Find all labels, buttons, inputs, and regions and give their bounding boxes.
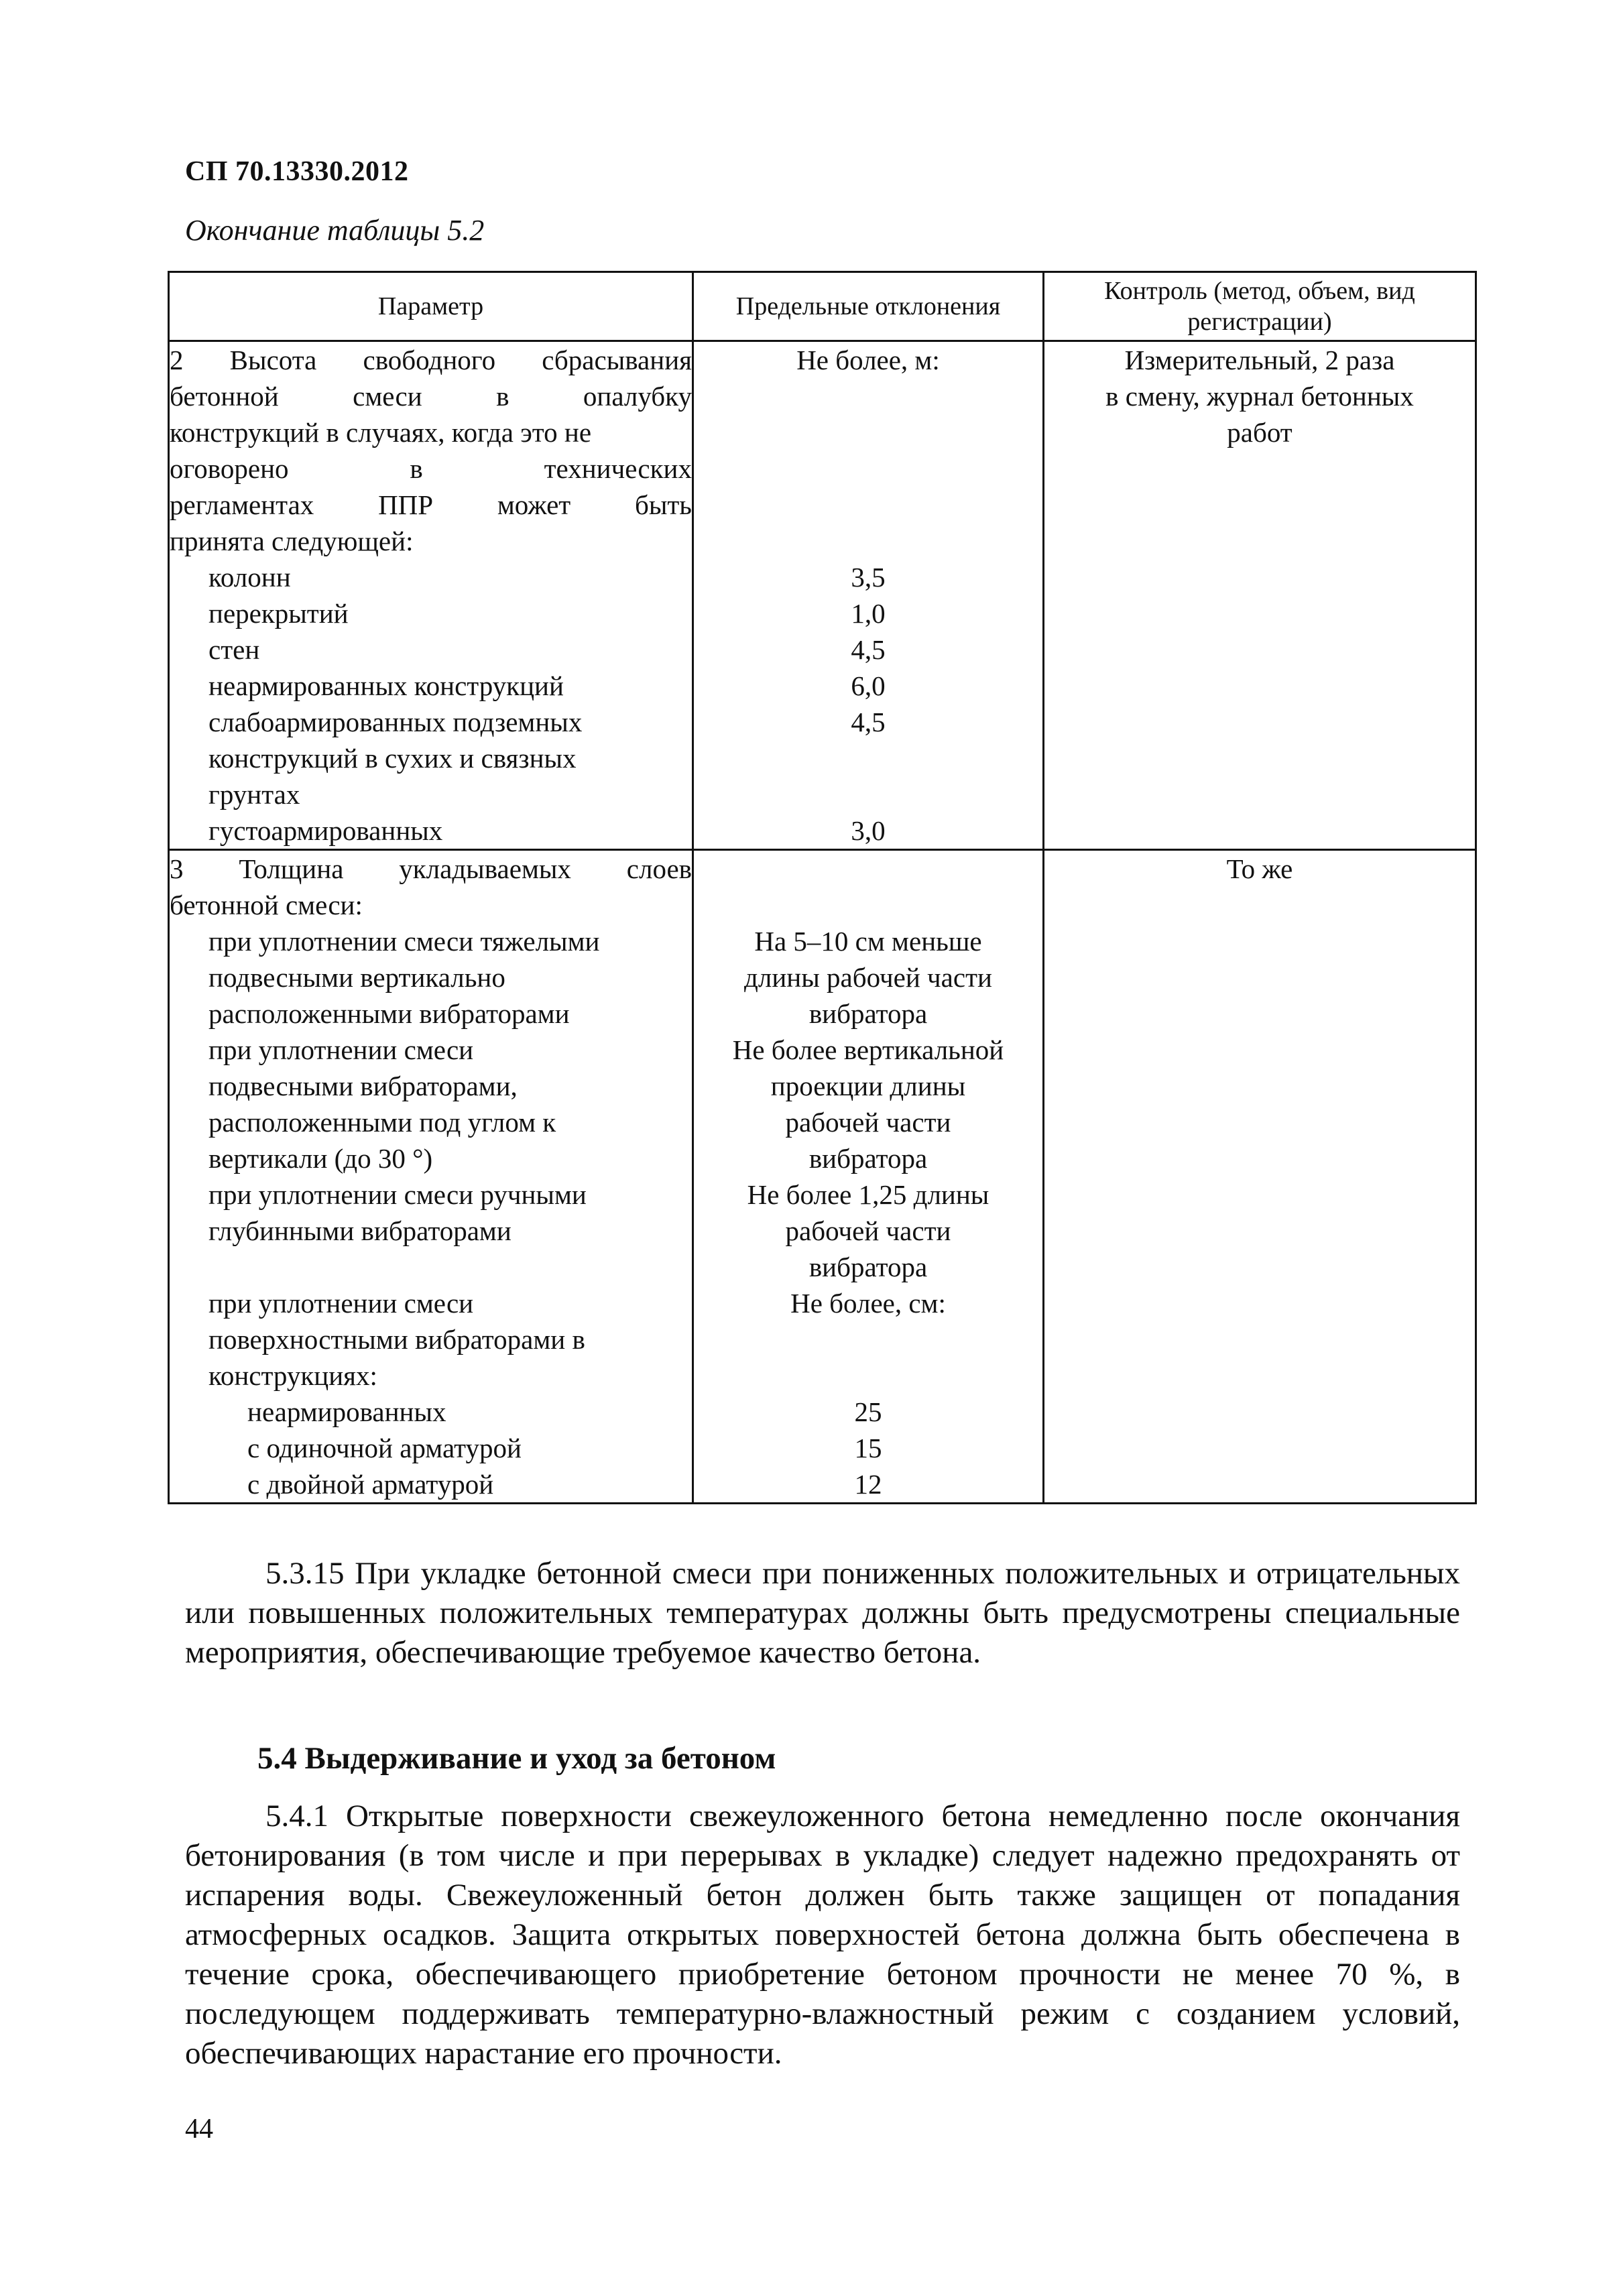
header-control: Контроль (метод, объем, вид регистрации) xyxy=(1044,272,1476,341)
list-item: неармированных xyxy=(247,1396,446,1427)
list-item: подвесными вибраторами, xyxy=(208,1071,518,1101)
list-item: перекрытий xyxy=(208,598,349,629)
deviation-value: длины рабочей части xyxy=(744,962,992,993)
deviation-value: рабочей части xyxy=(785,1107,951,1138)
deviation-value: 4,5 xyxy=(851,707,886,737)
control-line: То же xyxy=(1226,853,1293,884)
param-line: принята следующей: xyxy=(170,526,414,556)
deviation-value: 12 xyxy=(854,1469,882,1500)
param-line: бетонной смеси: xyxy=(170,890,363,920)
list-item: колонн xyxy=(208,562,291,593)
deviation-value: Не более вертикальной xyxy=(732,1034,1004,1065)
control-line: работ xyxy=(1227,417,1293,448)
deviation-value: вибратора xyxy=(808,998,928,1029)
document-code: СП 70.13330.2012 xyxy=(185,156,409,187)
table-header-row xyxy=(169,272,1476,341)
param-line: регламентах ППР может быть xyxy=(170,489,692,520)
list-item: неармированных конструкций xyxy=(208,670,564,701)
row3-deviation-cell xyxy=(693,850,1044,1504)
deviation-head: Не более, м: xyxy=(796,345,940,375)
list-item: слабоармированных подземных xyxy=(208,707,583,737)
list-item: вертикали (до 30 °) xyxy=(208,1143,433,1174)
list-item: грунтах xyxy=(208,779,300,810)
deviation-value: 25 xyxy=(854,1396,882,1427)
table-caption: Окончание таблицы 5.2 xyxy=(185,214,485,247)
page-number: 44 xyxy=(185,2114,213,2144)
param-line: оговорено в технических xyxy=(170,453,692,484)
row2-parameter-cell xyxy=(169,341,693,850)
list-item: с одиночной арматурой xyxy=(247,1433,522,1463)
paragraph-5-3-15: 5.3.15 При укладке бетонной смеси при пониженных положительных и отрицательных или повышенных положительных температурах должны быть предусмотрены специальные мероприятия, обеспечивающие требуемое качество бетона. xyxy=(185,1556,1460,1670)
list-item: при уплотнении смеси xyxy=(208,1034,474,1065)
list-item: расположенными под углом к xyxy=(208,1107,556,1138)
deviation-value: вибратора xyxy=(808,1143,928,1174)
deviation-value: 1,0 xyxy=(851,598,886,629)
list-item: при уплотнении смеси тяжелыми xyxy=(208,926,600,957)
row3-parameter-cell xyxy=(169,850,693,1504)
list-item: густоармированных xyxy=(208,815,443,846)
row2-deviation-cell xyxy=(693,341,1044,850)
param-line: 3 Толщина укладываемых слоев xyxy=(170,853,692,884)
param-line: конструкций в случаях, когда это не xyxy=(170,417,592,448)
deviation-value: Не более 1,25 длины xyxy=(747,1179,989,1210)
param-line: бетонной смеси в опалубку xyxy=(170,381,692,412)
row2-control-cell xyxy=(1044,341,1476,850)
deviation-value: 6,0 xyxy=(851,670,886,701)
control-line: в смену, журнал бетонных xyxy=(1105,381,1414,412)
table-row xyxy=(169,850,1476,1504)
section-heading: 5.4 Выдерживание и уход за бетоном xyxy=(257,1741,776,1776)
deviation-value: 3,5 xyxy=(851,562,886,593)
list-item: при уплотнении смеси ручными xyxy=(208,1179,587,1210)
table-row xyxy=(169,341,1476,850)
list-item: при уплотнении смеси xyxy=(208,1288,474,1319)
list-item: подвесными вертикально xyxy=(208,962,505,993)
deviation-value: рабочей части xyxy=(785,1215,951,1246)
header-parameter: Параметр xyxy=(169,272,693,341)
deviation-value: Не более, см: xyxy=(790,1288,946,1319)
deviation-value: На 5–10 см меньше xyxy=(754,926,982,957)
list-item: конструкциях: xyxy=(208,1360,377,1391)
deviation-value: проекции длины xyxy=(770,1071,966,1101)
control-line: Измерительный, 2 раза xyxy=(1124,345,1395,375)
paragraph-5-4-1: 5.4.1 Открытые поверхности свежеуложенного бетона немедленно после окончания бетонирования (в том числе и при перерывах в укладке) следует надежно предохранять от испарения воды. Свежеуложенный бетон должен быть также защищен от попадания атмосферных осадков. Защита открытых поверхностей бетона должна быть обеспечена в течение срока, обеспечивающего приобретение бетоном прочности не менее 70 %, в последующем поддерживать температурно-влажностный режим с созданием условий, обеспечивающих нарастание его прочности. xyxy=(185,1799,1460,2071)
list-item: конструкций в сухих и связных xyxy=(208,743,577,774)
list-item: расположенными вибраторами xyxy=(208,998,570,1029)
list-item: глубинными вибраторами xyxy=(208,1215,512,1246)
deviation-value: вибратора xyxy=(808,1252,928,1282)
header-deviation: Предельные отклонения xyxy=(693,272,1044,341)
param-line: 2 Высота свободного сбрасывания xyxy=(170,345,692,375)
list-item: поверхностными вибраторами в xyxy=(208,1324,585,1355)
row3-control-cell xyxy=(1044,850,1476,1504)
list-item: стен xyxy=(208,634,260,665)
deviation-value: 4,5 xyxy=(851,634,886,665)
deviation-table xyxy=(168,271,1477,1504)
deviation-value: 3,0 xyxy=(851,815,886,846)
list-item: с двойной арматурой xyxy=(247,1469,494,1500)
deviation-value: 15 xyxy=(854,1433,882,1463)
